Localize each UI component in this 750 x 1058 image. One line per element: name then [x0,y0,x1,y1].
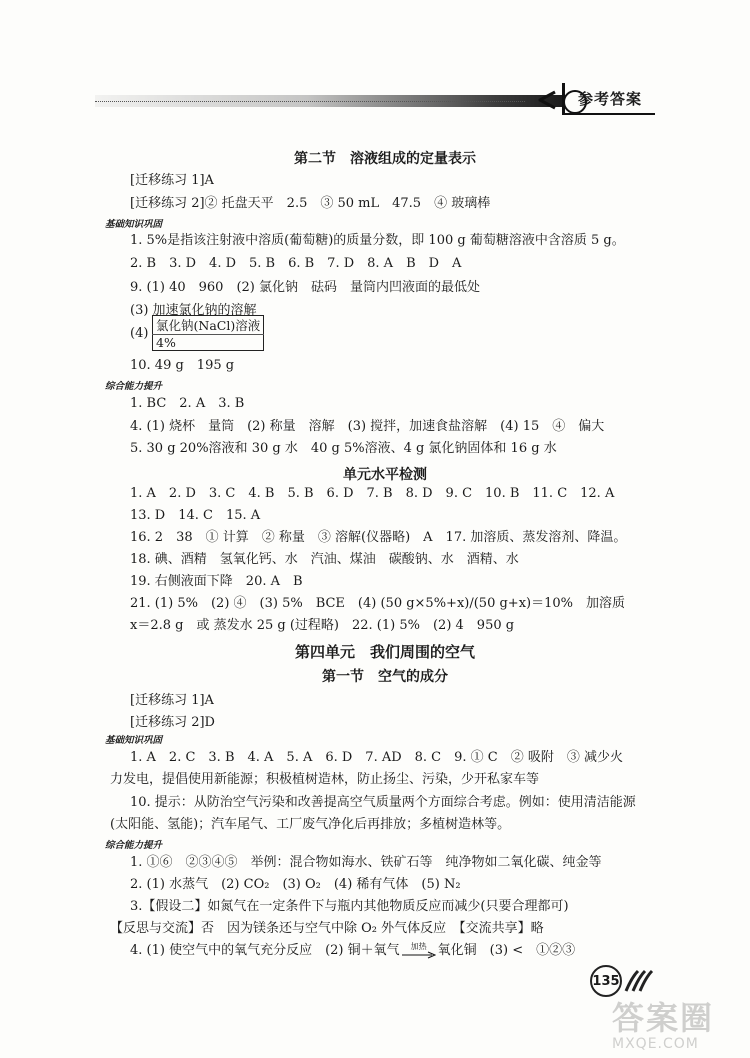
label-table-cell: 氯化钠(NaCl)溶液 [153,316,264,335]
header-band [95,93,565,109]
answer-line: 4. (1) 烧杯 量筒 (2) 称量 溶解 (3) 搅拌，加速食盐溶解 (4) 15 ④ 偏大 [130,419,605,434]
answer-line: 13. D 14. C 15. A [130,508,261,523]
answer-line: (太阳能、氢能)；汽车尾气、工厂废气净化后再排放；多植树造林等。 [110,817,511,832]
answer-line: [迁移练习 1]A [130,173,214,188]
arrow-right-icon [402,951,436,959]
answer-line-equation [130,943,575,959]
answer-line: (3) 加速氯化钠的溶解 [130,303,257,318]
answer-line: 18. 碘、酒精 氢氧化钙、水 汽油、煤油 碳酸钠、水 酒精、水 [130,552,519,567]
answer-line: 10. 49 g 195 g [130,358,235,373]
answer-line: 9. (1) 40 960 (2) 氯化钠 砝码 量筒内凹液面的最低处 [130,280,480,295]
answer-line: 力发电，提倡使用新能源；积极植树造林，防止扬尘、污染，少开私家车等 [110,772,540,787]
subhead-advanced: 综合能力提升 [105,381,163,392]
section-title-unit-test: 单元水平检测 [343,467,427,483]
answer-line: 1. ①⑥ ②③④⑤ 举例：混合物如海水、铁矿石等 纯净物如二氧化碳、纯金等 [130,855,602,870]
unit-title-4: 第四单元 我们周围的空气 [294,643,475,661]
subhead-basic: 基础知识巩固 [105,735,163,746]
reaction-arrow [402,943,436,959]
equation-left: 4. (1) 使空气中的氧气充分反应 (2) 铜＋氧气 [130,943,400,958]
answer-line: 1. 5%是指该注射液中溶质(葡萄糖)的质量分数，即 100 g 葡萄糖溶液中含溶质 5 g。 [130,233,625,248]
label-table [152,315,264,351]
answer-line: [迁移练习 2]② 托盘天平 2.5 ③ 50 mL 47.5 ④ 玻璃棒 [130,196,491,211]
reaction-condition: 加热 [410,942,427,951]
answer-line: 【反思与交流】否 因为镁条还与空气中除 O₂ 外气体反应 【交流共享】略 [110,921,544,936]
answer-line: 2. (1) 水蒸气 (2) CO₂ (3) O₂ (4) 稀有气体 (5) N₂ [130,877,461,892]
answer-line: 16. 2 38 ① 计算 ② 称量 ③ 溶解(仪器略) A 17. 加溶质、蒸发溶剂、降温。 [130,530,627,545]
answer-line: 19. 右侧液面下降 20. A B [130,574,303,589]
answer-line: 2. B 3. D 4. D 5. B 6. B 7. D 8. A B D A [130,256,462,271]
answer-line: 10. 提示：从防治空气污染和改善提高空气质量两个方面综合考虑。例如：使用清洁能源 [130,795,636,810]
header-label: 参考答案 [562,83,655,115]
answer-line: x＝2.8 g 或 蒸发水 25 g (过程略) 22. (1) 5% (2) 4 950 g [130,618,515,633]
section-title-2: 第二节 溶液组成的定量表示 [294,151,476,167]
page-number: 135 [590,965,622,997]
subhead-advanced: 综合能力提升 [105,840,163,851]
answer-line: 3.【假设二】如氮气在一定条件下与瓶内其他物质反应而减少(只要合理都可) [130,899,569,914]
answer-line: 5. 30 g 20%溶液和 30 g 水 40 g 5%溶液、4 g 氯化钠固体和 16 g 水 [130,441,557,456]
answer-line: [迁移练习 1]A [130,693,214,708]
swoosh-icon [624,969,654,993]
section-title-1: 第一节 空气的成分 [322,669,448,685]
arrow-left-icon [535,89,557,111]
equation-right: 氧化铜 (3) < ①②③ [437,943,576,958]
subhead-basic: 基础知识巩固 [105,219,163,230]
page-number-badge [590,965,654,997]
watermark-text: 答案圈 [612,999,715,1037]
watermark-url: MXQE.COM [612,1036,699,1052]
answer-line: 21. (1) 5% (2) ④ (3) 5% BCE (4) (50 g×5%+x)/(50 g+x)＝10% 加溶质 [130,596,625,611]
answer-line: 1. BC 2. A 3. B [130,396,245,411]
watermark [612,1000,742,1055]
answer-line: 1. A 2. C 3. B 4. A 5. A 6. D 7. AD 8. C 9. ① C ② 吸附 ③ 减少火 [130,750,624,765]
answer-line: [迁移练习 2]D [130,715,215,730]
answer-line: 1. A 2. D 3. C 4. B 5. B 6. D 7. B 8. D 9. C 10. B 11. C 12. A [130,486,615,501]
label-table-cell: 4% [153,335,264,351]
header-band-dots [95,101,525,102]
answer-line: (4) [130,326,149,341]
